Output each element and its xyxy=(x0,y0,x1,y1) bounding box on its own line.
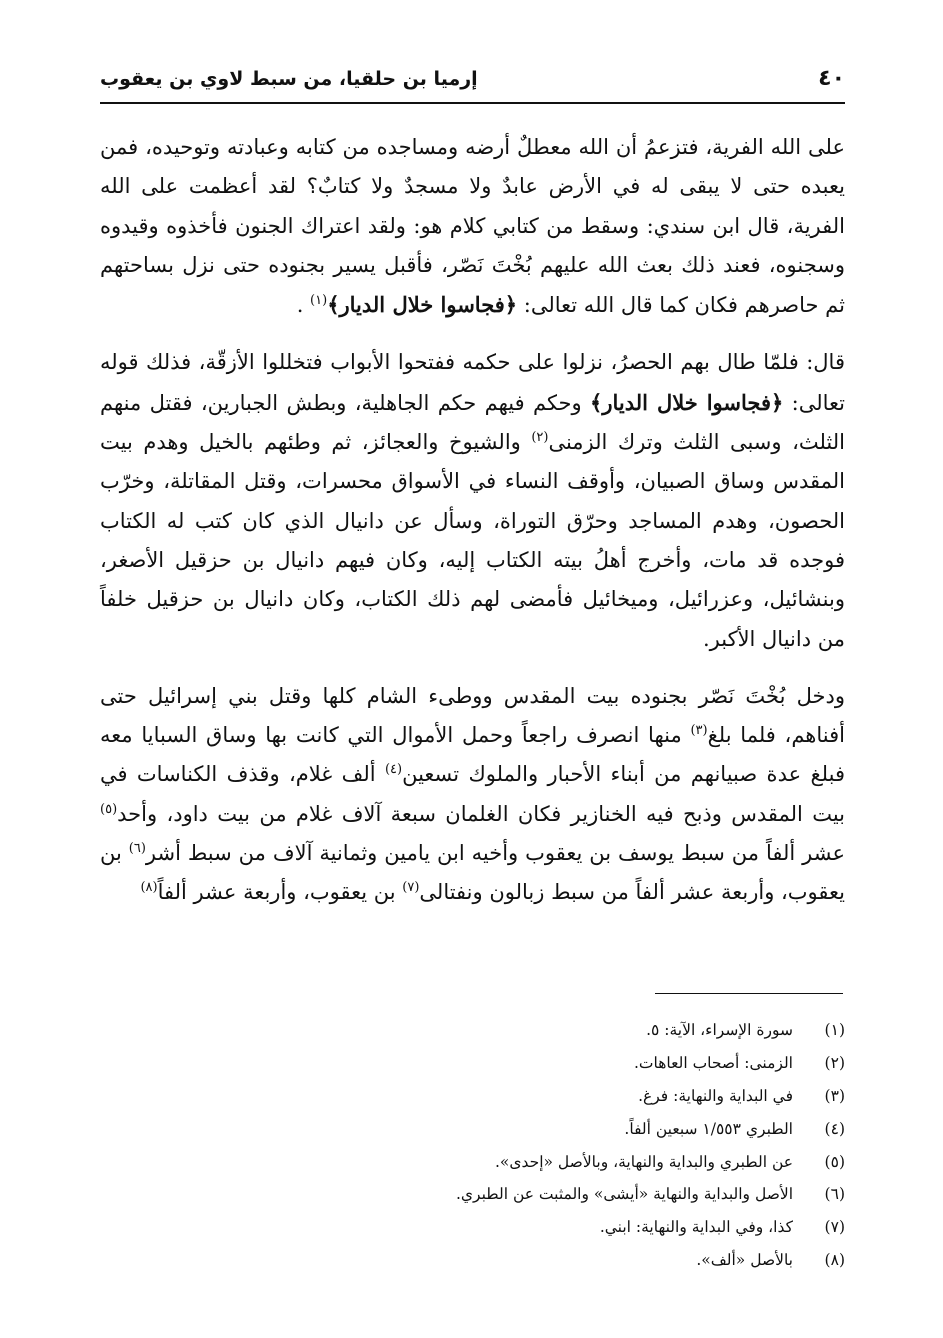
page-number: ٤٠ xyxy=(818,66,845,91)
text-run: . xyxy=(296,293,311,318)
page-header xyxy=(100,62,845,104)
footnote-number: (٢) xyxy=(824,1054,845,1073)
footnote-number: (٥) xyxy=(824,1152,845,1171)
text-run: على الله الفرية، فتزعمُ أن الله معطلٌ أرضه ومساجده من كتابه وعبادته وتوحيده، فمن يعبده حتى لا يبقى له في الأرض عابدٌ ولا مسجدٌ ولا كتابٌ؟ لقد أعظمت على الله الفرية، قال ابن سندي: وسقط من كتابي كلام هو: ولقد اعتراك الجنون فأخذوه وقيدوه وسجنوه، فعند ذلك بعث الله عليهم بُخْتَ نَصّر، فأقبل يسير بجنوده حتى نزل بساحتهم ثم حاصرهم فكان كما قال الله تعالى: xyxy=(100,135,845,318)
footnote-ref: (٦) xyxy=(128,841,146,857)
footnote-ref: (١) xyxy=(310,293,328,309)
quran-quote: ﴿فجاسوا خلال الديار﴾ xyxy=(327,292,518,318)
footnote-item xyxy=(100,1047,845,1080)
footnote-item xyxy=(100,1178,845,1211)
text-run: وحكم فيهم حكم الجاهلية، وبطش الجبارين، فقتل منهم الثلث، وسبى الثلث وترك الزمنى xyxy=(100,390,845,455)
text-run: قال: فلمّا طال بهم الحصرُ، نزلوا على حكمه ففتحوا الأبواب فتخللوا الأزقّة، فذلك قوله تعالى: xyxy=(100,350,845,415)
main-text xyxy=(100,128,845,913)
footnote-item xyxy=(100,1080,845,1113)
footnote-ref: (٤) xyxy=(384,762,403,778)
footnote-text: الزمنى: أصحاب العاهات. xyxy=(634,1054,793,1073)
footnote-number: (٨) xyxy=(824,1250,845,1269)
footnote-separator xyxy=(655,993,843,994)
footnote-ref: (٧) xyxy=(402,880,420,896)
footnote-number: (٦) xyxy=(824,1185,845,1204)
text-run: والشيوخ والعجائز، ثم وطئهم بالخيل وهدم بيت المقدس وساق الصبيان، وأوقف النساء في الأسواق محسرات، وقتل المقاتلة، وخرّب الحصون، وهدم المساجد وحرّق التوراة، وسأل عن دانيال الذي كان كتب له الكتاب فوجده قد مات، وأخرج أهلُ بيته الكتاب إليه، وكان فيهم دانيال بن حزقيل الأصغر، وبنشائيل، وعزرائيل، وميخائيل فأمضى لهم ذلك الكتاب، وكان دانيال بن حزقيل خلفاً من دانيال الأكبر. xyxy=(100,430,845,651)
footnote-item xyxy=(100,1014,845,1047)
text-run: عشر ألفاً من سبط يوسف بن يعقوب وأخيه ابن يامين وثمانية آلاف من سبط أشر xyxy=(145,841,845,866)
footnote-text: كذا، وفي البداية والنهاية: ابني. xyxy=(599,1218,793,1237)
text-run: ودخل بُخْتَ نَصّر بجنوده بيت المقدس ووطىء الشام كلها وقتل بني إسرائيل حتى أفناهم، فلما بلغ xyxy=(100,683,845,748)
paragraph-3 xyxy=(100,677,845,913)
footnotes xyxy=(100,1014,845,1276)
paragraph-2 xyxy=(100,343,845,658)
footnote-ref: (٢) xyxy=(531,430,549,446)
footnote-text: في البداية والنهاية: فرغ. xyxy=(638,1086,793,1105)
footnote-item xyxy=(100,1112,845,1145)
footnote-ref: (٣) xyxy=(690,723,708,739)
text-run: بن يعقوب، وأربعة عشر ألفاً من سبط زبالون ونفتالى xyxy=(100,841,845,905)
footnote-ref: (٥) xyxy=(100,801,118,817)
quran-quote: ﴿فجاسوا خلال الديار﴾ xyxy=(590,389,784,415)
footnote-item xyxy=(100,1145,845,1178)
paragraph-1 xyxy=(100,128,845,325)
footnote-text: الأصل والبداية والنهاية «أيشى» والمثبت عن الطبري. xyxy=(455,1185,793,1204)
text-run: بن يعقوب، وأربعة عشر ألفاً xyxy=(157,880,403,905)
footnote-number: (٤) xyxy=(824,1119,845,1138)
text-run: منها انصرف راجعاً وحمل الأموال التي كانت بها وساق السبايا معه فبلغ عدة صبيانهم من أبناء الأحبار والملوك تسعين xyxy=(100,723,845,787)
footnote-item xyxy=(100,1211,845,1244)
footnote-text: بالأصل «ألف». xyxy=(696,1250,793,1269)
footnote-text: سورة الإسراء، الآية: ٥. xyxy=(646,1021,793,1040)
footnote-number: (١) xyxy=(824,1021,845,1040)
text-run: ألف غلام، وقذف الكناسات في بيت المقدس وذبح فيه الخنازير فكان الغلمان سبعة آلاف غلام من بيت داود، وأحد xyxy=(100,762,845,826)
footnote-ref: (٨) xyxy=(140,880,158,896)
footnote-text: الطبري ١/٥٥٣ سبعين ألفاً. xyxy=(624,1119,793,1138)
footnote-item xyxy=(100,1244,845,1277)
running-title: إرميا بن حلقيا، من سبط لاوي بن يعقوب xyxy=(100,68,478,90)
footnote-number: (٣) xyxy=(824,1086,845,1105)
footnote-number: (٧) xyxy=(824,1218,845,1237)
footnote-text: عن الطبري والبداية والنهاية، وبالأصل «إحدى». xyxy=(494,1152,793,1171)
